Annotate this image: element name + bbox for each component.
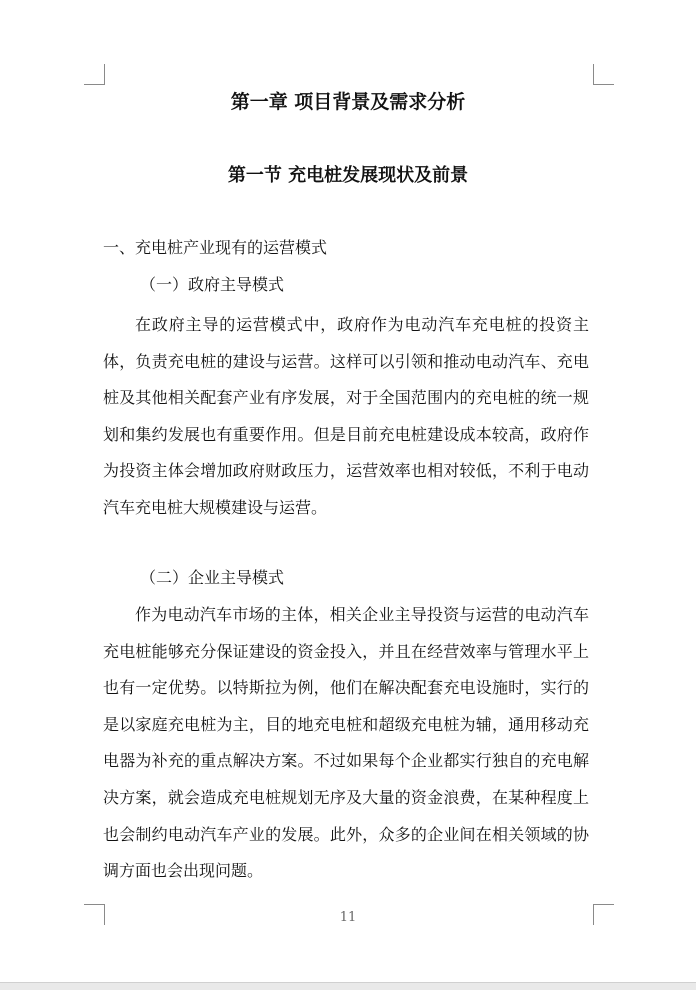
heading-operation-modes: 一、充电桩产业现有的运营模式 <box>103 238 328 257</box>
chapter-title: 第一章 项目背景及需求分析 <box>230 91 466 113</box>
subsection-heading-enterprise: （二）企业主导模式 <box>140 568 285 587</box>
section-title: 第一节 充电桩发展现状及前景 <box>227 165 469 186</box>
crop-mark-top-left <box>84 64 105 85</box>
paragraph-enterprise: 作为电动汽车市场的主体，相关企业主导投资与运营的电动汽车充电桩能够充分保证建设的资金投入，并且在经营效率与管理水平上也有一定优势。以特斯拉为例，他们在解决配套充电设施时，实行的是以家庭充电桩为主，目的地充电桩和超级充电桩为辅，通用移动充电器为补充的重点解决方案。不过如果每个企业都实行独自的充电解决方案，就会造成充电桩规划无序及大量的资金浪费，在某种程度上也会制约电动汽车产业的发展。此外，众多的企业间在相关领域的协调方面也会出现问题。 <box>103 605 589 881</box>
crop-mark-top-right <box>593 64 614 85</box>
page-number: 11 <box>339 910 357 925</box>
paragraph-government: 在政府主导的运营模式中，政府作为电动汽车充电桩的投资主体，负责充电桩的建设与运营。这样可以引领和推动电动汽车、充电桩及其他相关配套产业有序发展，对于全国范围内的充电桩的统一规划和集约发展也有重要作用。但是目前充电桩建设成本较高，政府作为投资主体会增加政府财政压力，运营效率也相对较低，不利于电动汽车充电桩大规模建设与运营。 <box>103 315 589 517</box>
subsection-heading-government: （一）政府主导模式 <box>140 275 285 294</box>
